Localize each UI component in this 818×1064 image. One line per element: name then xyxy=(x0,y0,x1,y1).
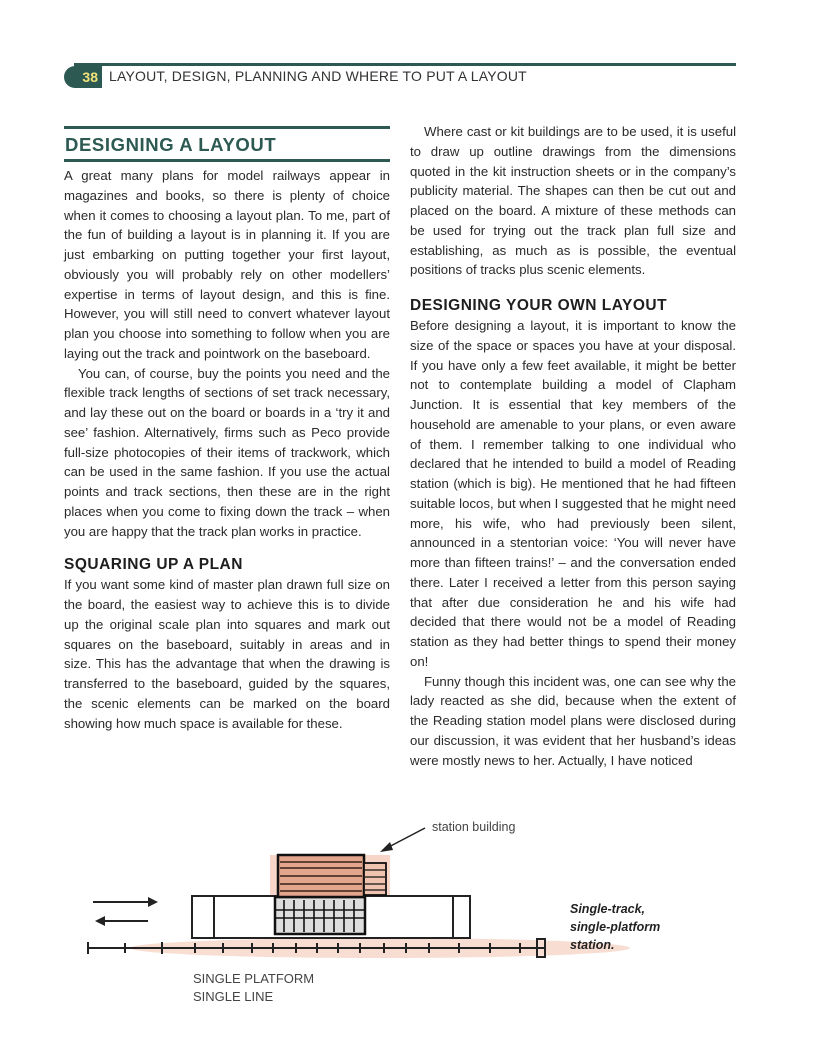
figure-caption xyxy=(570,900,660,954)
callout-station-building: station building xyxy=(432,820,516,834)
paragraph: Where cast or kit buildings are to be used, it is useful to draw up outline drawings from the dimensions quoted in the kit instruction sheets or in the company’s publicity material. The shapes can then be cut out and placed on the board. A mixture of these methods can be used for trying out the track plan full size and establishing, as much as is possible, the eventual positions of tracks plus scenic elements. xyxy=(410,124,736,278)
heading-designing-a-layout: DESIGNING A LAYOUT xyxy=(64,126,390,162)
page-number-badge: 38 xyxy=(64,66,102,88)
running-head xyxy=(64,63,736,89)
figure-label xyxy=(193,970,314,1006)
heading-designing-your-own-layout: DESIGNING YOUR OWN LAYOUT xyxy=(410,297,668,314)
paragraph: Funny though this incident was, one can see why the lady reacted as she did, because when the extent of the Reading station model plans were disclosed during our discussion, it was evident that her husband’s ideas were mostly news to her. Actually, I have noticed xyxy=(410,673,736,768)
left-column xyxy=(64,122,390,733)
figure-caption-line-3: station. xyxy=(570,938,615,952)
paragraph: Before designing a layout, it is important to know the size of the space or spaces you have at your disposal. If you have only a few feet available, it might be better not to contemplate building a model of Clapham Junction. It is essential that key members of the household are amenable to your plans, or even aware of them. I remember talking to one individual who declared that he intended to build a model of Reading station (which is big). He mentioned that he had fifteen suitable locos, but when I suggested that he might need more, his wife, who had previously been silent, announced in a stentorian voice: ‘You will never have more than fifteen trains!’ – and the conversation ended there. Later I received a letter from this person saying that after due consideration he and his wife had decided that there would not be a model of Reading station as they had better things to spend their money on! xyxy=(410,318,736,669)
figure-label-line-1: SINGLE PLATFORM xyxy=(193,971,315,986)
figure-caption-line-2: single-platform xyxy=(570,920,661,934)
paragraph: A great many plans for model railways appear in magazines and books, so there is plenty of choice when it comes to choosing a layout plan. To me, part of the fun of building a layout is in planning it. If you are just embarking on putting together your first layout, obviously you will probably rely on other modellers’ expertise in terms of layout design, and this is fine. However, you will still need to convert whatever layout plan you choose into something to follow when you are laying out the track and pointwork on the baseboard. xyxy=(64,168,390,361)
station-sketch-figure xyxy=(80,800,680,1020)
paragraph: If you want some kind of master plan drawn full size on the board, the easiest way to achieve this is to divide up the original scale plan into squares and mark out squares on the baseboard, suitably in areas and in size. This has the advantage that when the drawing is transferred to the baseboard, guided by the squares, the scenic elements can be marked on the board showing how much space is available for these. xyxy=(64,577,390,731)
paragraph: You can, of course, buy the points you need and the flexible track lengths of sections of set track necessary, and lay these out on the board or boards in a ‘try it and see’ fashion. Alternatively, firms such as Peco provide full-size photocopies of their items of trackwork, which can be used in the same fashion. If you use the actual points and track sections, then these are in the right places when you come to fixing down the track – when you are happy that the track plan works in practice. xyxy=(64,365,390,539)
figure-caption-line-1: Single-track, xyxy=(570,902,646,916)
figure-label-line-2: SINGLE LINE xyxy=(193,989,274,1004)
right-column xyxy=(410,122,736,770)
chapter-title: LAYOUT, DESIGN, PLANNING AND WHERE TO PUT A LAYOUT xyxy=(109,68,527,84)
heading-squaring-up-a-plan: SQUARING UP A PLAN xyxy=(64,556,243,574)
header-rule xyxy=(74,63,736,66)
